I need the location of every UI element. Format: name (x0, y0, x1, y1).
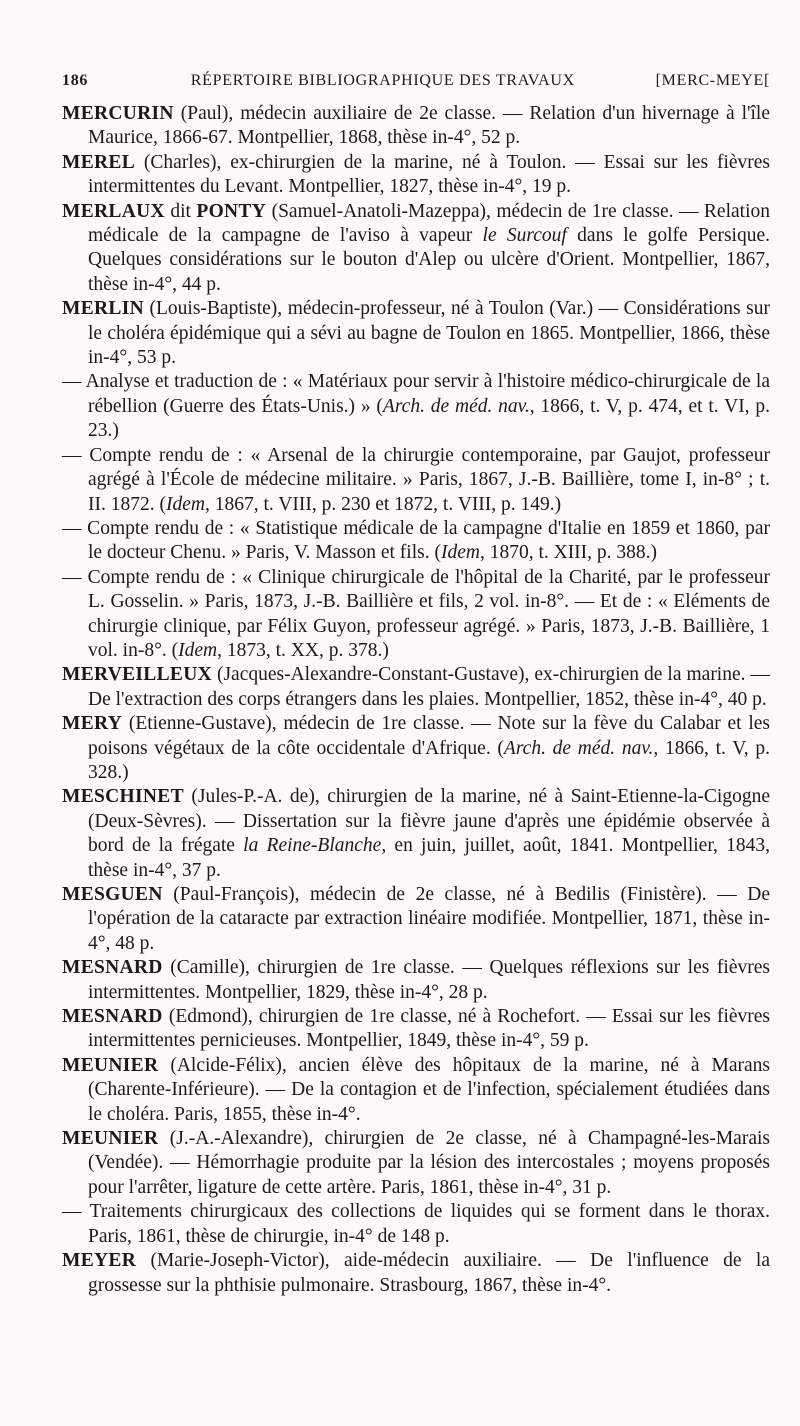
bibliography-entry (62, 370, 770, 443)
entry-text: (Paul), médecin auxiliaire de 2e classe. — Relation d'un hivernage à l'île Maurice, 1866-67. Montpellier, 1868, thèse in-4°, 52 p. (88, 103, 770, 149)
italic-reference: Arch. de méd. nav. (382, 395, 530, 417)
bibliography-entry (62, 663, 770, 712)
entry-text: (Jacques-Alexandre-Constant-Gustave), ex-chirurgien de la marine. — De l'extraction des corps étrangers dans les plaies. Montpellier, 1852, thèse in-4°, 40 p. (88, 664, 770, 710)
entry-text: , 1866, t. V, p. 474, et t. VI, p. 23.) (88, 395, 770, 442)
author-name: MEYER (62, 1250, 137, 1272)
page-number: 186 (62, 72, 89, 89)
entry-text: (Charles), ex-chirurgien de la marine, né à Toulon. — Essai sur les fièvres intermittentes du Levant. Montpellier, 1827, thèse in-4°, 19 p. (88, 151, 770, 198)
bibliography-entry (62, 517, 770, 566)
entry-text: (Camille), chirurgien de 1re classe. — Quelques réflexions sur les fièvres intermittentes. Montpellier, 1829, thèse in-4°, 28 p. (88, 957, 770, 1003)
entry-text: dans le golfe Persique. Quelques considérations sur le bouton d'Alep ou ulcère d'Orient. Montpellier, 1867, thèse in-4°, 44 p. (88, 225, 770, 295)
bibliography-entry (62, 102, 770, 151)
entry-text: (Marie-Joseph-Victor), aide-médecin auxiliaire. — De l'influence de la grossesse sur la phthisie pulmonaire. Strasbourg, 1867, thèse in-4°. (88, 1250, 770, 1296)
bibliography-entry (62, 444, 770, 517)
page-header (62, 72, 770, 90)
entry-text: — Compte rendu de : « Clinique chirurgicale de l'hôpital de la Charité, par le professeur L. Gosselin. » Paris, 1873, J.-B. Baillière et fils, 2 vol. in-8°. — Et de : « Eléments de chirurgie clinique, par Félix Guyon, professeur agrégé. » Paris, 1873, J.-B. Baillière, 1 vol. in-8°. ( (62, 566, 770, 661)
bibliography-entry (62, 712, 770, 785)
italic-reference: Idem (165, 493, 205, 515)
entry-text: (Edmond), chirurgien de 1re classe, né à Rochefort. — Essai sur les fièvres intermittentes pernicieuses. Montpellier, 1849, thèse in-4°, 59 p. (88, 1006, 770, 1052)
bibliography-entry (62, 151, 770, 200)
entry-text: , en juin, juillet, août, 1841. Montpellier, 1843, thèse in-4°, 37 p. (88, 835, 770, 881)
running-title: RÉPERTOIRE BIBLIOGRAPHIQUE DES TRAVAUX (190, 72, 575, 89)
entry-text: (Paul-François), médecin de 2e classe, né à Bedilis (Finistère). — De l'opération de la cataracte par extraction linéaire modifiée. Montpellier, 1871, thèse in-4°, 48 p. (88, 884, 770, 954)
italic-reference: Idem (178, 639, 218, 661)
entry-text: , 1867, t. VIII, p. 230 et 1872, t. VIII, p. 149.) (204, 493, 562, 515)
bibliography-entry (62, 785, 770, 883)
entry-text: dit (164, 200, 197, 222)
italic-reference: Idem (440, 542, 480, 564)
entry-text: (Etienne-Gustave), médecin de 1re classe. — Note sur la fève du Calabar et les poisons végétaux de la côte occidentale d'Afrique. ( (88, 713, 770, 759)
bibliography-entry (62, 1249, 770, 1298)
author-name: MESGUEN (62, 884, 163, 905)
entry-text: (Alcide-Félix), ancien élève des hôpitaux de la marine, né à Marans (Charente-Inférieure). — De la contagion et de l'infection, spécialement étudiées dans le choléra. Paris, 1855, thèse in-4°. (88, 1054, 770, 1125)
bibliography-entry (62, 1005, 770, 1054)
entry-text: — Traitements chirurgicaux des collections de liquides qui se forment dans le thorax. Paris, 1861, thèse de chirurgie, in-4° de 148 p. (62, 1201, 770, 1247)
author-name: PONTY (196, 200, 267, 222)
author-name: MERLIN (62, 298, 144, 320)
author-name: MESCHINET (62, 786, 184, 808)
bibliography-entry (62, 1200, 770, 1249)
author-name: MEUNIER (62, 1054, 159, 1076)
author-name: MEUNIER (62, 1128, 159, 1150)
author-name: MERCURIN (62, 103, 174, 124)
alphabetical-range: [MERC-MEYE[ (655, 72, 770, 89)
entry-text: (Jules-P.-A. de), chirurgien de la marine, né à Saint-Etienne-la-Cigogne (Deux-Sèvres). — Dissertation sur la fièvre jaune d'après une épidémie observée à bord de la frégate (88, 786, 770, 857)
entry-text: (J.-A.-Alexandre), chirurgien de 2e classe, né à Champagné-les-Marais (Vendée). — Hémorrhagie produite par la lésion des intercostales ; moyens proposés pour l'arrêter, ligature de cette artère. Paris, 1861, thèse in-4°, 31 p. (88, 1128, 770, 1198)
author-name: MERVEILLEUX (62, 664, 212, 686)
author-name: MESNARD (62, 1006, 163, 1028)
italic-reference: le Surcouf (482, 225, 567, 247)
entry-text: — Compte rendu de : « Arsenal de la chirurgie contemporaine, par Gaujot, professeur agrégé à l'École de médecine militaire. » Paris, 1867, J.-B. Baillière, tome I, in-8° ; t. II. 1872. ( (62, 444, 770, 515)
entry-text: , 1870, t. XIII, p. 388.) (479, 542, 658, 564)
bibliography-entry (62, 566, 770, 664)
author-name: MERLAUX (62, 200, 165, 222)
entry-text: , 1873, t. XX, p. 378.) (217, 639, 389, 661)
italic-reference: Arch. de méd. nav. (503, 737, 654, 759)
bibliography-entry (62, 956, 770, 1005)
bibliography-entries (62, 102, 770, 1298)
bibliography-entry (62, 883, 770, 956)
entry-text: (Louis-Baptiste), médecin-professeur, né à Toulon (Var.) — Considérations sur le choléra épidémique qui a sévi au bagne de Toulon en 1865. Montpellier, 1866, thèse in-4°, 53 p. (88, 298, 770, 369)
bibliography-entry (62, 200, 770, 298)
entry-text: , 1866, t. V, p. 328.) (88, 737, 770, 783)
bibliography-entry (62, 1127, 770, 1200)
entry-text: (Samuel-Anatoli-Mazeppa), médecin de 1re classe. — Relation médicale de la campagne de l'aviso à vapeur (88, 200, 770, 247)
italic-reference: la Reine-Blanche (243, 835, 382, 857)
author-name: MESNARD (62, 957, 163, 979)
entry-text: — Analyse et traduction de : « Matériaux pour servir à l'histoire médico-chirurgicale de la rébellion (Guerre des États-Unis.) » ( (62, 371, 770, 417)
bibliography-entry (62, 1054, 770, 1127)
author-name: MERY (62, 713, 123, 735)
entry-text: — Compte rendu de : « Statistique médicale de la campagne d'Italie en 1859 et 1860, par le docteur Chenu. » Paris, V. Masson et fils. ( (62, 517, 770, 564)
author-name: MEREL (62, 151, 136, 173)
bibliography-entry (62, 297, 770, 370)
